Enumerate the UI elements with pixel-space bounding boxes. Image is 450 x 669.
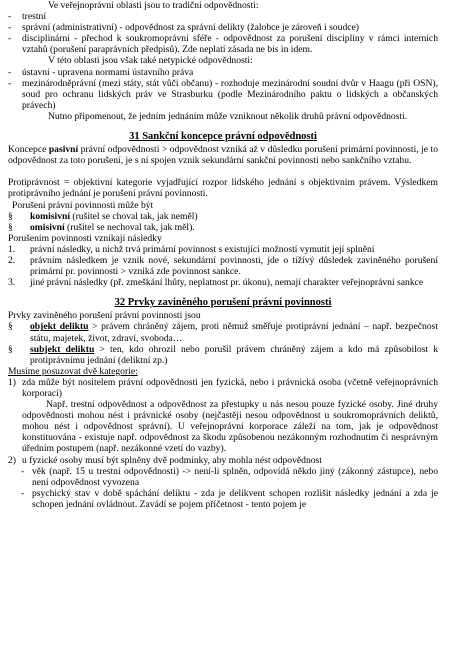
violation-forms-list: [8, 211, 438, 233]
list-item: - ústavní - upravena normami ústavního práva: [8, 66, 194, 78]
list-item: - disciplinární - přechod k soukromoprávní sféře - odpovědnost za porušení disciplíny v rámci interních vztahů (porušení paraprávních předpisů). Zde neplatí zásada ne bis in idem.: [8, 33, 438, 56]
bullet-dash: -: [8, 22, 12, 34]
delict-elements-list: [8, 321, 438, 365]
s31-paragraph-4: Porušením povinnosti vznikají následky: [8, 232, 162, 244]
conditions-list: [8, 466, 438, 510]
note-paragraph: Nutno připomenout, že jedním jednáním může vzniknout několik druhů právní odpovědnosti.: [48, 110, 408, 122]
bullet-dash: -: [8, 33, 12, 45]
list-item: § omisivní (rušitel se nechoval tak, jak měl).: [8, 221, 195, 233]
list-item: - psychický stav v době spáchání deliktu - zda je delikvent schopen rozlišit následky jednání a zda je schopen jednání ovládnout. Zavádí se pojem příčetnost - tento pojem je: [21, 487, 438, 510]
list-item: 3. jiné právní následky (př. zmeškání lhůty, neplatnost pr. úkonu), nemají charakter veřejnoprávní sankce: [8, 277, 424, 289]
s31-paragraph-3: Porušení právní povinnosti může být: [12, 199, 154, 211]
category-1-detail: Např. trestní odpovědnost a odpovědnost za přestupky u nás nesou pouze fyzické osoby. Jiné druhy odpovědnosti mohou nést i právnické osoby (nejčastěji nesou odpovědnost u soukromoprávních deliktů, mohou nést i odpovědnost správní). U veřejnoprávní korporace záleží na tom, jak je odpovědnost konstituována - existuje např. odpovědnost za škodu způsobenou nezákonným rozhodnutím či nesprávným úředním postupem (např. nezákonné vzetí do vazby).: [22, 399, 438, 455]
section-sign-bullet: §: [8, 343, 13, 355]
section-31-heading: 31 Sankční koncepce právní odpovědnosti: [129, 131, 317, 143]
atypical-list: [8, 67, 438, 111]
list-item: 1. právní následky, u nichž trvá primární povinnost s existující možností vymutit její splnění: [8, 243, 375, 255]
bullet-dash: -: [8, 11, 12, 23]
intro-line: Ve veřejnoprávní oblasti jsou to tradiční odpovědnosti:: [48, 0, 259, 11]
section-32-heading: 32 Prvky zaviněného porušení právní povinnosti: [114, 297, 332, 309]
s31-paragraph-1: Koncepce pasivní právní odpovědnosti > odpovědnost vzniká až v důsledku porušení primární povinnosti, je to odpovědnost za toto porušení, je s ní spojen vznik sekundární sankční povinnosti nebo sankčního vztahu.: [8, 144, 438, 167]
list-item: 2. právním následkem je vznik nové, sekundární povinnosti, jde o tížívý důsledek zaviněného porušení primární pr. povinnosti > vzniká zde povinnost sankce.: [8, 254, 438, 278]
bullet-dash: -: [21, 465, 25, 477]
list-item: § objekt deliktu > právem chráněný zájem, proti němuž směřuje protiprávní jednání – např. bezpečnost státu, majetek, život, zdraví, svoboda…: [8, 321, 438, 344]
atypical-intro: V této oblasti jsou však také netypické odpovědnosti:: [48, 55, 253, 67]
section-sign-bullet: §: [8, 221, 13, 233]
list-item: § subjekt deliktu > ten, kdo ohrozil nebo porušil právem chráněný zájem a kdo má způsobilost k protiprávnímu jednání (deliktní zp.): [8, 343, 438, 366]
category-2: 2) u fyzické osoby musí být splněny dvě podmínky, aby mohla nést odpovědnost: [8, 454, 322, 466]
s32-paragraph-1: Prvky zaviněného porušení právní povinnosti jsou: [8, 310, 201, 322]
list-item: - trestní: [8, 11, 46, 23]
category-1: 1) zda může být nositelem právní odpovědnosti jen fyzická, nebo i právnická osoba (včetně veřejnoprávních korporací): [8, 376, 438, 399]
section-sign-bullet: §: [8, 321, 13, 333]
list-item: - správní (administrativní) - odpovědnost za správní delikty (žalobce je zároveň i soudce): [8, 22, 360, 34]
list-item: § komisivní (rušitel se choval tak, jak neměl): [8, 210, 198, 222]
consequences-list: [8, 244, 438, 288]
section-sign-bullet: §: [8, 210, 13, 222]
bullet-dash: -: [21, 487, 25, 499]
bullet-dash: -: [8, 66, 12, 78]
bullet-dash: -: [8, 77, 12, 89]
list-item: - věk (např. 15 u trestní odpovědnosti) -> není-li splněn, odpovídá někdo jiný (zákonný zástupce), nebo není odpovědnost vyvozena: [21, 465, 438, 488]
s31-paragraph-2: Protiprávnost = objektivní kategorie vyjadřující rozpor lidského jednání s objektivním právem. Výsledkem protiprávního jednání je porušení právní povinnosti.: [8, 177, 438, 200]
categories-intro: Musíme posuzovat dvě kategorie:: [8, 365, 138, 377]
traditional-list: [8, 11, 438, 55]
list-item: - mezinárodněprávní (mezi státy, stát vůči občanu) - rozhoduje mezinárodní soudní dvůr v Haagu (při OSN), soud pro ochranu lidských práv ve Strasburku (podle Mezinárodního paktu o lidských a občanských právech): [8, 77, 438, 111]
